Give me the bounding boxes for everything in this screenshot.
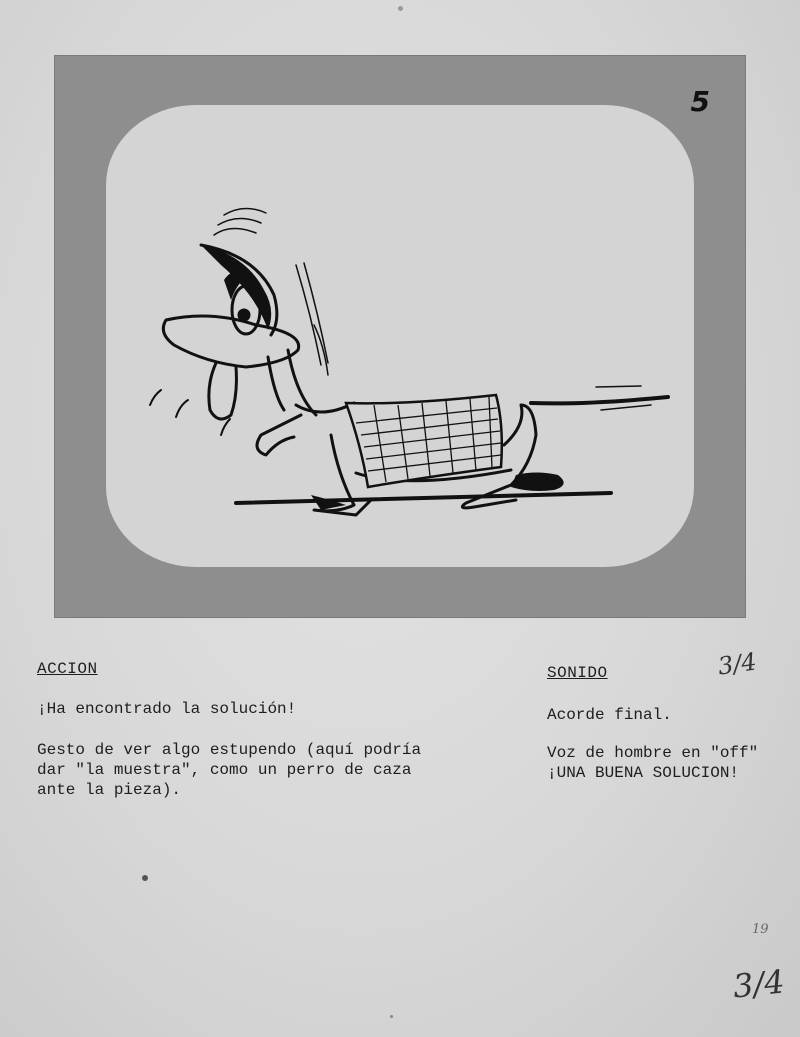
accion-line1: ¡Ha encontrado la solución! bbox=[37, 700, 297, 718]
handwritten-bottom-number: 19 bbox=[752, 922, 769, 937]
storyboard-panel bbox=[54, 55, 746, 618]
handwritten-bottom-fraction: 3/4 bbox=[731, 962, 787, 1006]
paper-speck bbox=[398, 6, 403, 11]
dog-illustration bbox=[106, 105, 694, 567]
sonido-line2: Voz de hombre en "off" ¡UNA BUENA SOLUCION! bbox=[547, 744, 759, 782]
sonido-line1: Acorde final. bbox=[547, 706, 672, 724]
paper-speck bbox=[142, 875, 148, 881]
tv-screen bbox=[106, 105, 694, 567]
frame-number: 5 bbox=[690, 85, 710, 118]
paper-speck bbox=[390, 1015, 393, 1018]
accion-line2: Gesto de ver algo estupendo (aquí podría dar "la muestra", como un perro de caza ante la pieza). bbox=[37, 741, 422, 799]
handwritten-top-fraction: 3/4 bbox=[716, 647, 759, 681]
accion-heading: ACCION bbox=[37, 660, 98, 678]
sonido-heading: SONIDO bbox=[547, 664, 608, 682]
